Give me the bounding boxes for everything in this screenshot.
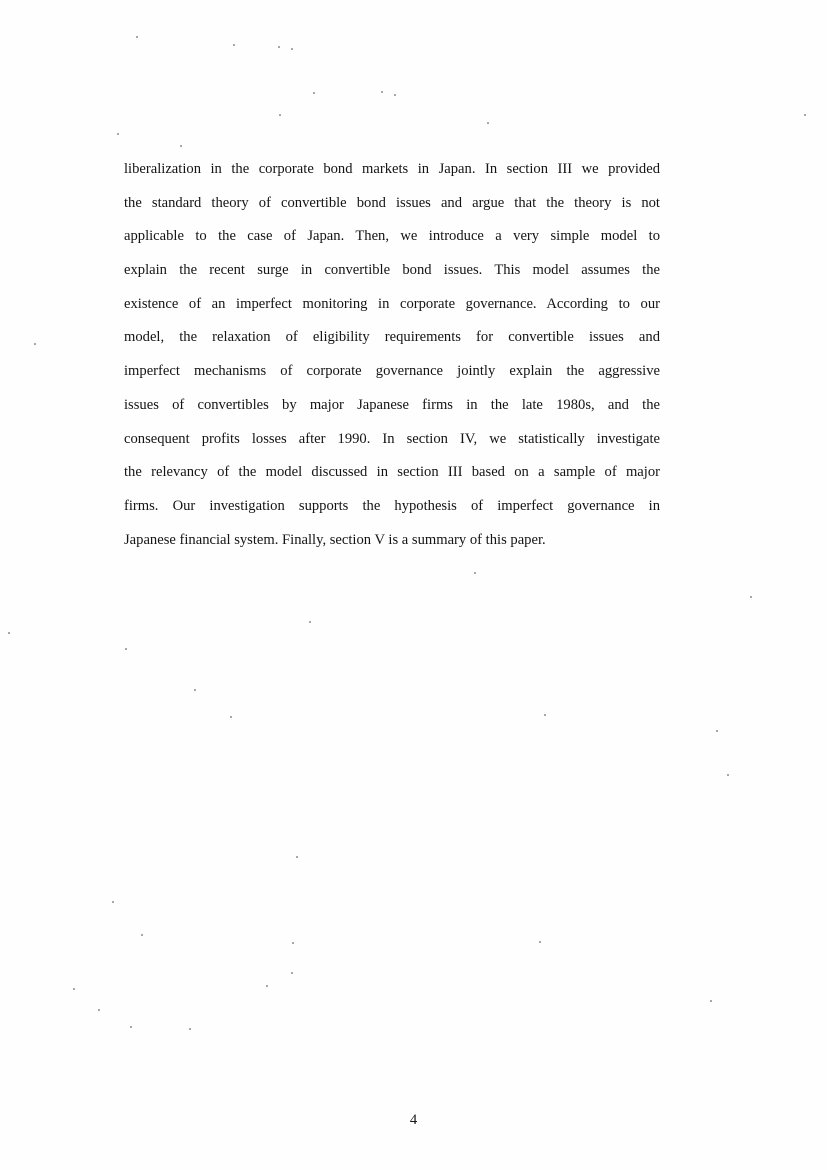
text-line-9: consequent profits losses after 1990. In section IV, we statistically investigate xyxy=(124,430,660,447)
text-line-8: issues of convertibles by major Japanese firms in the late 1980s, and the xyxy=(124,396,660,413)
text-line-10: the relevancy of the model discussed in section III based on a sample of major xyxy=(124,464,660,481)
text-line-2: the standard theory of convertible bond issues and argue that the theory is not xyxy=(124,194,660,211)
text-line-1: liberalization in the corporate bond markets in Japan. In section III we provided xyxy=(124,161,660,177)
page-number: 4 xyxy=(409,1112,418,1128)
text-line-6: model, the relaxation of eligibility requirements for convertible issues and xyxy=(124,329,660,346)
body-paragraph xyxy=(124,155,660,559)
text-line-12: Japanese financial system. Finally, section V is a summary of this paper. xyxy=(124,531,546,548)
text-line-3: applicable to the case of Japan. Then, we introduce a very simple model to xyxy=(124,228,660,245)
text-line-11: firms. Our investigation supports the hypothesis of imperfect governance in xyxy=(124,497,660,514)
text-line-7: imperfect mechanisms of corporate governance jointly explain the aggressive xyxy=(124,363,660,380)
text-line-4: explain the recent surge in convertible bond issues. This model assumes the xyxy=(124,262,660,279)
text-line-5: existence of an imperfect monitoring in corporate governance. According to our xyxy=(124,295,660,312)
